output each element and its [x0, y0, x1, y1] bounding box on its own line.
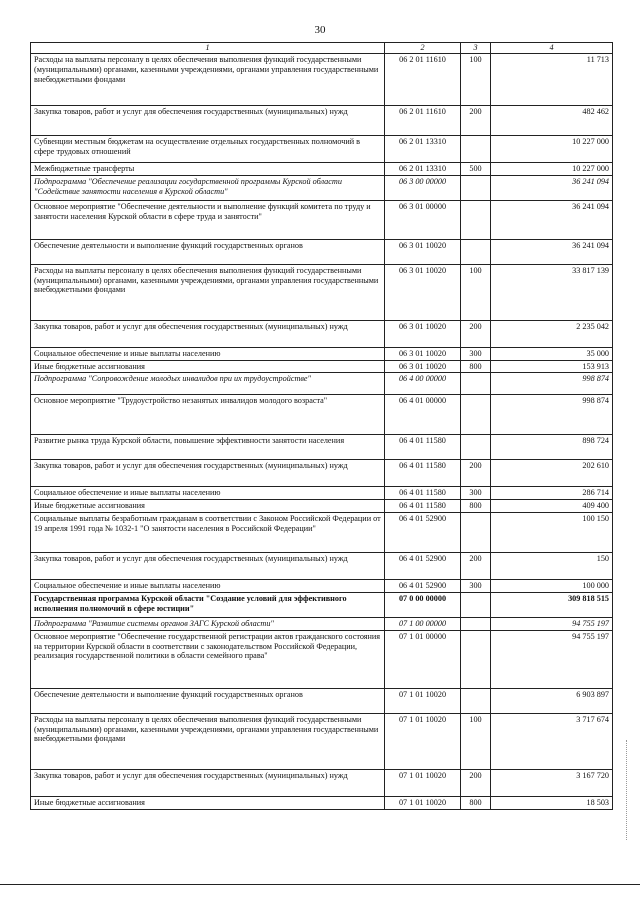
row-kind-cell	[461, 435, 491, 460]
row-kind-cell: 200	[461, 553, 491, 580]
row-code-cell: 06 4 01 52900	[385, 553, 461, 580]
row-code-cell: 07 0 00 00000	[385, 592, 461, 617]
row-code-cell: 07 1 00 00000	[385, 617, 461, 630]
row-sum-cell: 36 241 094	[491, 175, 613, 200]
row-sum-cell: 94 755 197	[491, 630, 613, 688]
header-col-kind: 3	[461, 43, 491, 54]
row-name-cell: Закупка товаров, работ и услуг для обеспечения государственных (муниципальных) нужд	[31, 320, 385, 347]
table-header-row	[31, 43, 613, 54]
row-sum-cell: 998 874	[491, 395, 613, 435]
row-kind-cell: 800	[461, 500, 491, 513]
row-sum-cell: 35 000	[491, 347, 613, 360]
row-name-cell: Расходы на выплаты персоналу в целях обеспечения выполнения функций государственными (муниципальными) органами, казенными учреждениями, органами управления государственными внебюджетными фондами	[31, 713, 385, 769]
row-kind-cell: 300	[461, 580, 491, 593]
row-name-cell: Закупка товаров, работ и услуг для обеспечения государственных (муниципальных) нужд	[31, 105, 385, 135]
row-sum-cell: 94 755 197	[491, 617, 613, 630]
row-code-cell: 06 3 01 10020	[385, 239, 461, 264]
row-sum-cell: 898 724	[491, 435, 613, 460]
row-code-cell: 06 4 01 00000	[385, 395, 461, 435]
table-body	[31, 53, 613, 809]
row-kind-cell: 300	[461, 487, 491, 500]
table-row	[31, 500, 613, 513]
table-row	[31, 264, 613, 320]
table-row	[31, 320, 613, 347]
row-code-cell: 06 3 01 10020	[385, 360, 461, 373]
row-sum-cell: 153 913	[491, 360, 613, 373]
table-row	[31, 487, 613, 500]
row-code-cell: 07 1 01 10020	[385, 688, 461, 713]
table-row	[31, 360, 613, 373]
row-sum-cell: 100 000	[491, 580, 613, 593]
table-row	[31, 200, 613, 239]
row-code-cell: 06 2 01 13310	[385, 135, 461, 162]
row-name-cell: Закупка товаров, работ и услуг для обеспечения государственных (муниципальных) нужд	[31, 460, 385, 487]
row-sum-cell: 202 610	[491, 460, 613, 487]
row-kind-cell: 200	[461, 105, 491, 135]
row-kind-cell: 100	[461, 53, 491, 105]
table-row	[31, 239, 613, 264]
row-sum-cell: 6 903 897	[491, 688, 613, 713]
table-row	[31, 513, 613, 553]
row-name-cell: Социальное обеспечение и иные выплаты населению	[31, 580, 385, 593]
row-code-cell: 06 4 01 52900	[385, 513, 461, 553]
row-name-cell: Закупка товаров, работ и услуг для обеспечения государственных (муниципальных) нужд	[31, 553, 385, 580]
row-kind-cell	[461, 200, 491, 239]
row-name-cell: Основное мероприятие "Трудоустройство незанятых инвалидов молодого возраста"	[31, 395, 385, 435]
row-sum-cell: 36 241 094	[491, 200, 613, 239]
row-name-cell: Подпрограмма "Сопровождение молодых инвалидов при их трудоустройстве"	[31, 373, 385, 395]
table-row	[31, 395, 613, 435]
row-kind-cell	[461, 617, 491, 630]
row-sum-cell: 11 713	[491, 53, 613, 105]
row-code-cell: 06 2 01 11610	[385, 105, 461, 135]
row-name-cell: Обеспечение деятельности и выполнение функций государственных органов	[31, 688, 385, 713]
row-kind-cell	[461, 175, 491, 200]
row-code-cell: 07 1 01 00000	[385, 630, 461, 688]
row-code-cell: 06 4 01 11580	[385, 487, 461, 500]
row-name-cell: Закупка товаров, работ и услуг для обеспечения государственных (муниципальных) нужд	[31, 769, 385, 796]
row-kind-cell	[461, 688, 491, 713]
row-sum-cell: 10 227 000	[491, 135, 613, 162]
row-kind-cell	[461, 592, 491, 617]
row-kind-cell	[461, 395, 491, 435]
table-row	[31, 796, 613, 809]
row-code-cell: 06 3 01 00000	[385, 200, 461, 239]
row-sum-cell: 100 150	[491, 513, 613, 553]
row-name-cell: Межбюджетные трансферты	[31, 162, 385, 175]
page-number: 30	[314, 24, 326, 36]
row-kind-cell	[461, 513, 491, 553]
row-sum-cell: 286 714	[491, 487, 613, 500]
row-code-cell: 06 4 00 00000	[385, 373, 461, 395]
row-kind-cell: 800	[461, 796, 491, 809]
budget-table	[30, 42, 613, 810]
table-row	[31, 460, 613, 487]
table-row	[31, 617, 613, 630]
row-sum-cell: 33 817 139	[491, 264, 613, 320]
row-code-cell: 06 4 01 52900	[385, 580, 461, 593]
row-code-cell: 06 3 01 10020	[385, 347, 461, 360]
row-kind-cell	[461, 630, 491, 688]
row-name-cell: Социальные выплаты безработным гражданам в соответствии с Законом Российской Федерации от 19 апреля 1991 года № 1032-1 "О занятости населения в Российской Федерации"	[31, 513, 385, 553]
row-code-cell: 07 1 01 10020	[385, 713, 461, 769]
row-sum-cell: 3 717 674	[491, 713, 613, 769]
row-sum-cell: 150	[491, 553, 613, 580]
row-name-cell: Иные бюджетные ассигнования	[31, 796, 385, 809]
row-kind-cell: 200	[461, 769, 491, 796]
table-row	[31, 553, 613, 580]
row-code-cell: 06 2 01 13310	[385, 162, 461, 175]
header-col-sum: 4	[491, 43, 613, 54]
row-kind-cell	[461, 239, 491, 264]
table-row	[31, 105, 613, 135]
row-kind-cell: 300	[461, 347, 491, 360]
row-code-cell: 06 3 01 10020	[385, 320, 461, 347]
row-name-cell: Социальное обеспечение и иные выплаты населению	[31, 487, 385, 500]
margin-scan-mark	[626, 740, 627, 840]
row-name-cell: Субвенции местным бюджетам на осуществление отдельных государственных полномочий в сфере трудовых отношений	[31, 135, 385, 162]
row-name-cell: Иные бюджетные ассигнования	[31, 360, 385, 373]
row-code-cell: 07 1 01 10020	[385, 796, 461, 809]
row-kind-cell: 100	[461, 713, 491, 769]
table-row	[31, 713, 613, 769]
row-kind-cell	[461, 373, 491, 395]
table-row	[31, 630, 613, 688]
row-sum-cell: 409 400	[491, 500, 613, 513]
row-sum-cell: 2 235 042	[491, 320, 613, 347]
row-code-cell: 06 4 01 11580	[385, 435, 461, 460]
table-row	[31, 688, 613, 713]
table-row	[31, 53, 613, 105]
row-sum-cell: 309 818 515	[491, 592, 613, 617]
row-name-cell: Обеспечение деятельности и выполнение функций государственных органов	[31, 239, 385, 264]
row-sum-cell: 3 167 720	[491, 769, 613, 796]
row-kind-cell	[461, 135, 491, 162]
row-code-cell: 07 1 01 10020	[385, 769, 461, 796]
table-row	[31, 769, 613, 796]
row-name-cell: Основное мероприятие "Обеспечение государственной регистрации актов гражданского состояния на территории Курской области в соответствии с законодательством Российской Федерации, реализация государственной политики в области семейного права"	[31, 630, 385, 688]
row-sum-cell: 36 241 094	[491, 239, 613, 264]
row-name-cell: Расходы на выплаты персоналу в целях обеспечения выполнения функций государственными (муниципальными) органами, казенными учреждениями, органами управления государственными внебюджетными фондами	[31, 53, 385, 105]
row-code-cell: 06 3 01 10020	[385, 264, 461, 320]
table-row	[31, 592, 613, 617]
row-kind-cell: 800	[461, 360, 491, 373]
row-sum-cell: 998 874	[491, 373, 613, 395]
row-code-cell: 06 3 00 00000	[385, 175, 461, 200]
row-code-cell: 06 4 01 11580	[385, 460, 461, 487]
row-sum-cell: 10 227 000	[491, 162, 613, 175]
row-name-cell: Развитие рынка труда Курской области, повышение эффективности занятости населения	[31, 435, 385, 460]
row-sum-cell: 18 503	[491, 796, 613, 809]
row-sum-cell: 482 462	[491, 105, 613, 135]
row-name-cell: Расходы на выплаты персоналу в целях обеспечения выполнения функций государственными (муниципальными) органами, казенными учреждениями, органами управления государственными внебюджетными фондами	[31, 264, 385, 320]
table-row	[31, 580, 613, 593]
row-kind-cell: 200	[461, 460, 491, 487]
row-name-cell: Иные бюджетные ассигнования	[31, 500, 385, 513]
row-kind-cell: 100	[461, 264, 491, 320]
row-name-cell: Подпрограмма "Развитие системы органов ЗАГС Курской области"	[31, 617, 385, 630]
row-name-cell: Государственная программа Курской области "Создание условий для эффективного исполнения полномочий в сфере юстиции"	[31, 592, 385, 617]
row-code-cell: 06 2 01 11610	[385, 53, 461, 105]
row-name-cell: Основное мероприятие "Обеспечение деятельности и выполнение функций комитета по труду и занятости населения Курской области в сфере труда и занятости"	[31, 200, 385, 239]
table-row	[31, 162, 613, 175]
row-name-cell: Подпрограмма "Обеспечение реализации государственной программы Курской области "Содействие занятости населения в Курской области"	[31, 175, 385, 200]
table-row	[31, 347, 613, 360]
row-kind-cell: 200	[461, 320, 491, 347]
header-col-name: 1	[31, 43, 385, 54]
table-row	[31, 373, 613, 395]
table-row	[31, 435, 613, 460]
row-code-cell: 06 4 01 11580	[385, 500, 461, 513]
page-bottom-rule	[0, 884, 640, 885]
row-kind-cell: 500	[461, 162, 491, 175]
row-name-cell: Социальное обеспечение и иные выплаты населению	[31, 347, 385, 360]
table-row	[31, 135, 613, 162]
table-row	[31, 175, 613, 200]
header-col-code: 2	[385, 43, 461, 54]
